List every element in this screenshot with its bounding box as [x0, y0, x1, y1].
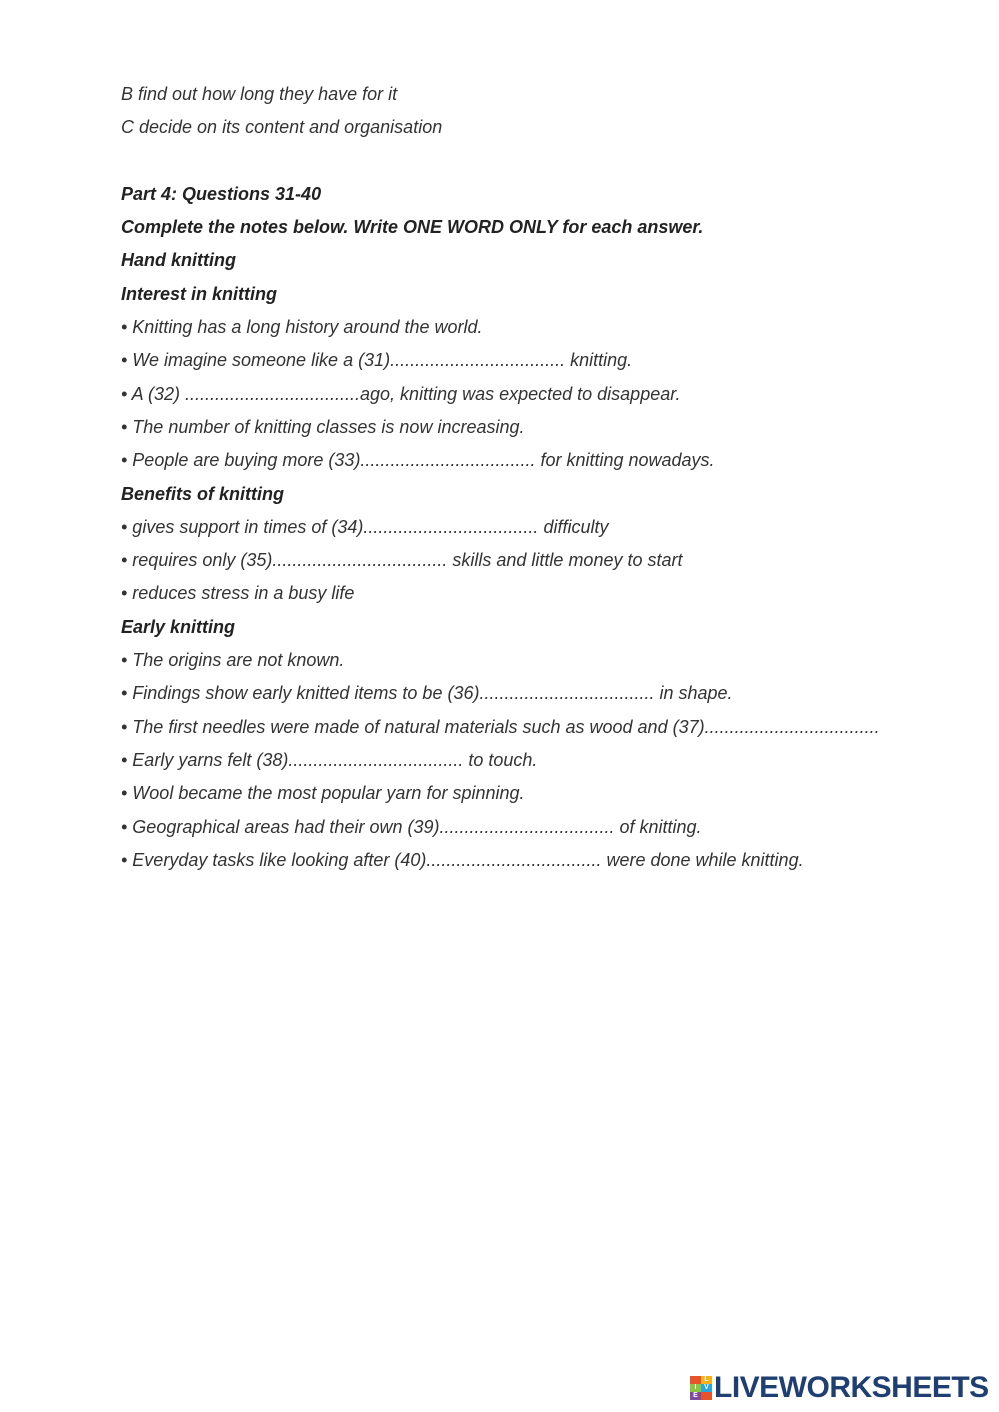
- logo-tile: L: [701, 1376, 712, 1384]
- question-35: • requires only (35)................................... skills and little money to start: [121, 550, 683, 571]
- option-b: B find out how long they have for it: [121, 84, 398, 104]
- question-39: • Geographical areas had their own (39)................................... of knitting.: [121, 816, 702, 837]
- question-31: • We imagine someone like a (31)................................... knitting.: [121, 350, 633, 371]
- logo-tile: I: [690, 1384, 701, 1392]
- subheading-benefits: Benefits of knitting: [121, 483, 284, 504]
- question-36: • Findings show early knitted items to be (36)................................... in shape.: [121, 683, 733, 704]
- liveworksheets-logo: [690, 1371, 989, 1405]
- spacer: [121, 149, 981, 182]
- notes-title: Hand knitting: [121, 250, 236, 271]
- logo-tile: E: [690, 1392, 701, 1400]
- note-item: • reduces stress in a busy life: [121, 583, 355, 604]
- question-40: • Everyday tasks like looking after (40)................................... were done while knitting.: [121, 849, 804, 870]
- note-item: • The number of knitting classes is now increasing.: [121, 416, 525, 437]
- note-item: • Knitting has a long history around the world.: [121, 317, 483, 338]
- subheading-interest: Interest in knitting: [121, 283, 278, 304]
- logo-tile: [701, 1392, 712, 1400]
- logo-tile: V: [701, 1384, 712, 1392]
- question-34: • gives support in times of (34)................................... difficulty: [121, 516, 609, 537]
- question-38: • Early yarns felt (38)................................... to touch.: [121, 749, 538, 770]
- section-heading: Part 4: Questions 31-40: [121, 183, 322, 204]
- instructions: Complete the notes below. Write ONE WORD ONLY for each answer.: [121, 217, 704, 238]
- subheading-early: Early knitting: [121, 616, 236, 637]
- liveworksheets-logo-text: LIVEWORKSHEETS: [714, 1371, 989, 1404]
- logo-tile: [690, 1376, 701, 1384]
- liveworksheets-logo-icon: [690, 1376, 712, 1400]
- note-item: • The origins are not known.: [121, 650, 345, 671]
- question-33: • People are buying more (33)................................... for knitting nowadays.: [121, 450, 715, 471]
- option-c: C decide on its content and organisation: [121, 117, 443, 138]
- question-32: • A (32) ...................................ago, knitting was expected to disappear.: [121, 383, 681, 404]
- note-item: • Wool became the most popular yarn for spinning.: [121, 783, 525, 804]
- worksheet-content: [121, 82, 981, 881]
- question-37: • The first needles were made of natural materials such as wood and (37)...................................: [121, 716, 880, 737]
